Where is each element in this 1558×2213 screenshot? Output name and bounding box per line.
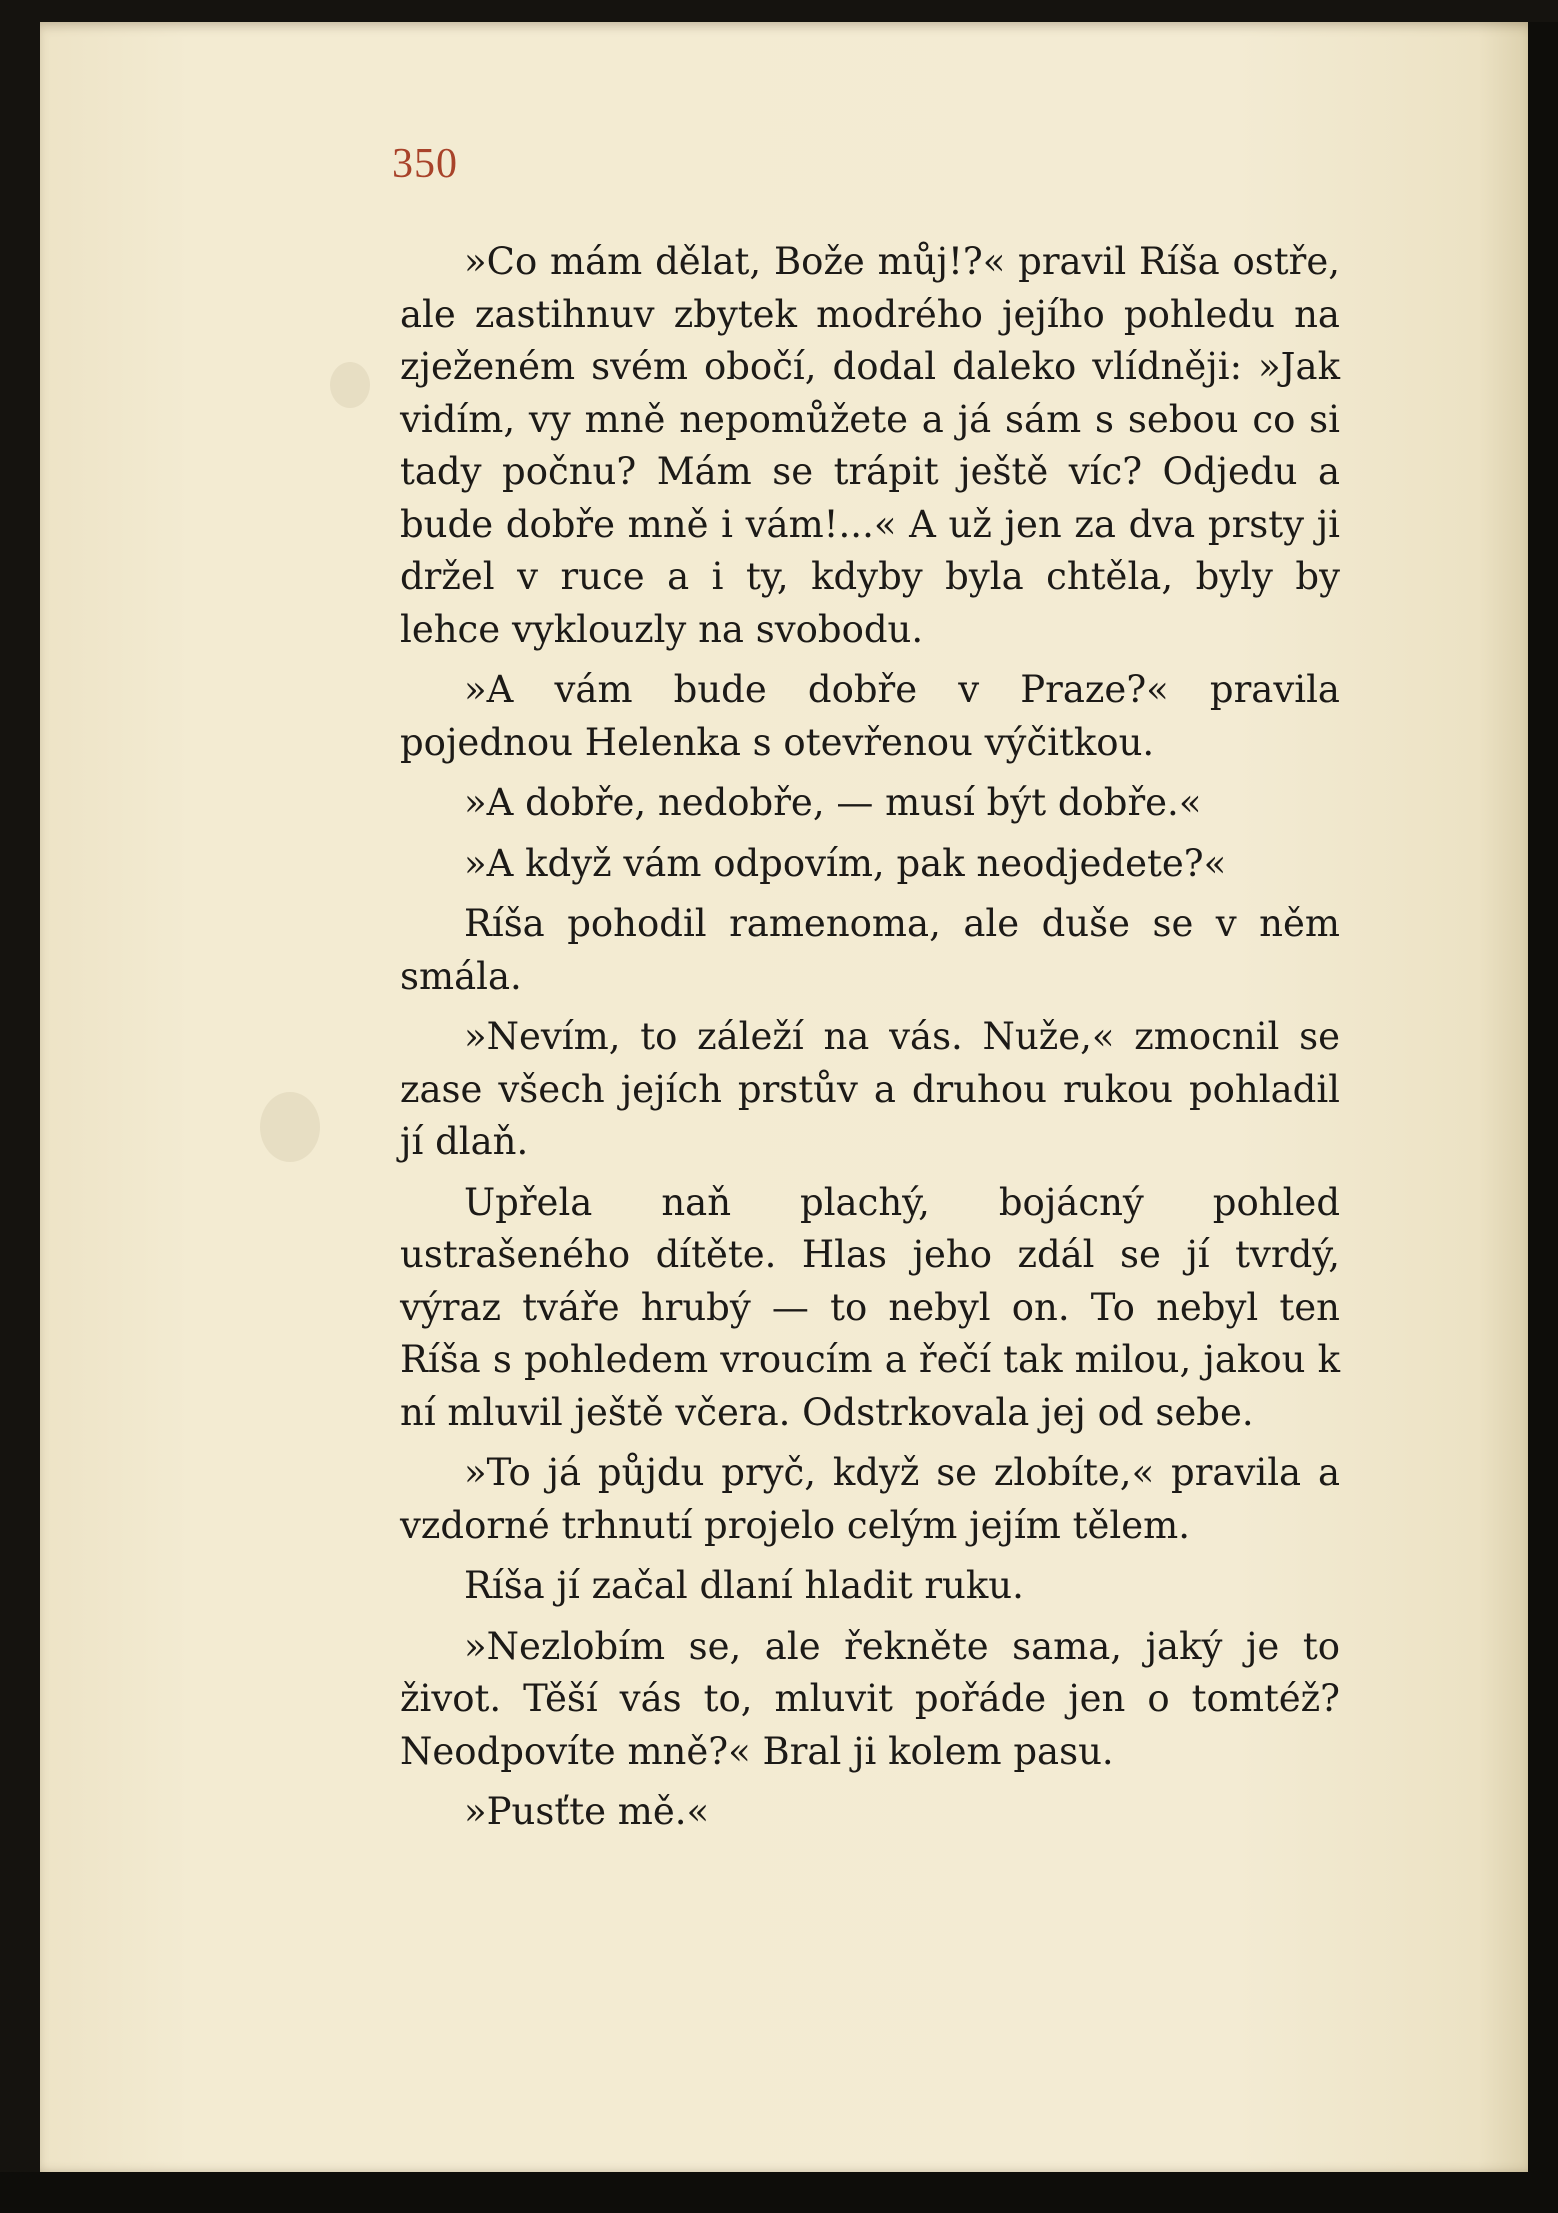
paragraph: »Co mám dělat, Bože můj!?« pravil Ríša ostře, ale zastihnuv zbytek modrého jejího pohledu na zježeném svém obočí, dodal daleko vlídněji: »Jak vidím, vy mně nepomůžete a já sám s sebou co si tady počnu? Mám se trápit ještě víc? Odjedu a bude dobře mně i vám!...« A už jen za dva prsty ji držel v ruce a i ty, kdyby byla chtěla, byly by lehce vyklouzly na svobodu. — [400, 240, 1340, 651]
paragraph: »Nezlobím se, ale řekněte sama, jaký je to život. Těší vás to, mluvit pořáde jen o tomtéž? Neodpovíte mně?« Bral ji kolem pasu. — [400, 1624, 1340, 1773]
paragraph: Ríša jí začal dlaní hladit ruku. — [464, 1564, 1024, 1607]
body-text — [400, 228, 1340, 1847]
page-number: 350 — [392, 141, 458, 187]
paragraph: Ríša pohodil ramenoma, ale duše se v něm smála. — [400, 902, 1340, 998]
paper-stain — [260, 1092, 320, 1162]
paragraph: Upřela naň plachý, bojácný pohled ustrašeného dítěte. Hlas jeho zdál se jí tvrdý, výraz tváře hrubý — to nebyl on. To nebyl ten Ríša s pohledem vroucím a řečí tak milou, jakou k ní mluvil ještě včera. Odstrkovala jej od sebe. — [400, 1180, 1340, 1434]
page-edge-shadow — [1528, 22, 1558, 2213]
paragraph: »A vám bude dobře v Praze?« pravila pojednou Helenka s otevřenou výčitkou. — [400, 668, 1340, 764]
paper-stain — [330, 362, 370, 408]
paragraph: »Pusťte mě.« — [464, 1790, 710, 1833]
paragraph: »To já půjdu pryč, když se zlobíte,« pravila a vzdorné trhnutí projelo celým jejím tělem. — [400, 1451, 1340, 1547]
paragraph: »Nevím, to záleží na vás. Nuže,« zmocnil se zase všech jejích prstův a druhou rukou pohladil jí dlaň. — [400, 1015, 1340, 1163]
paragraph: »A dobře, nedobře, — musí být dobře.« — [464, 781, 1202, 824]
page-bottom-shadow — [0, 2172, 1558, 2213]
paragraph: »A když vám odpovím, pak neodjedete?« — [464, 841, 1227, 885]
